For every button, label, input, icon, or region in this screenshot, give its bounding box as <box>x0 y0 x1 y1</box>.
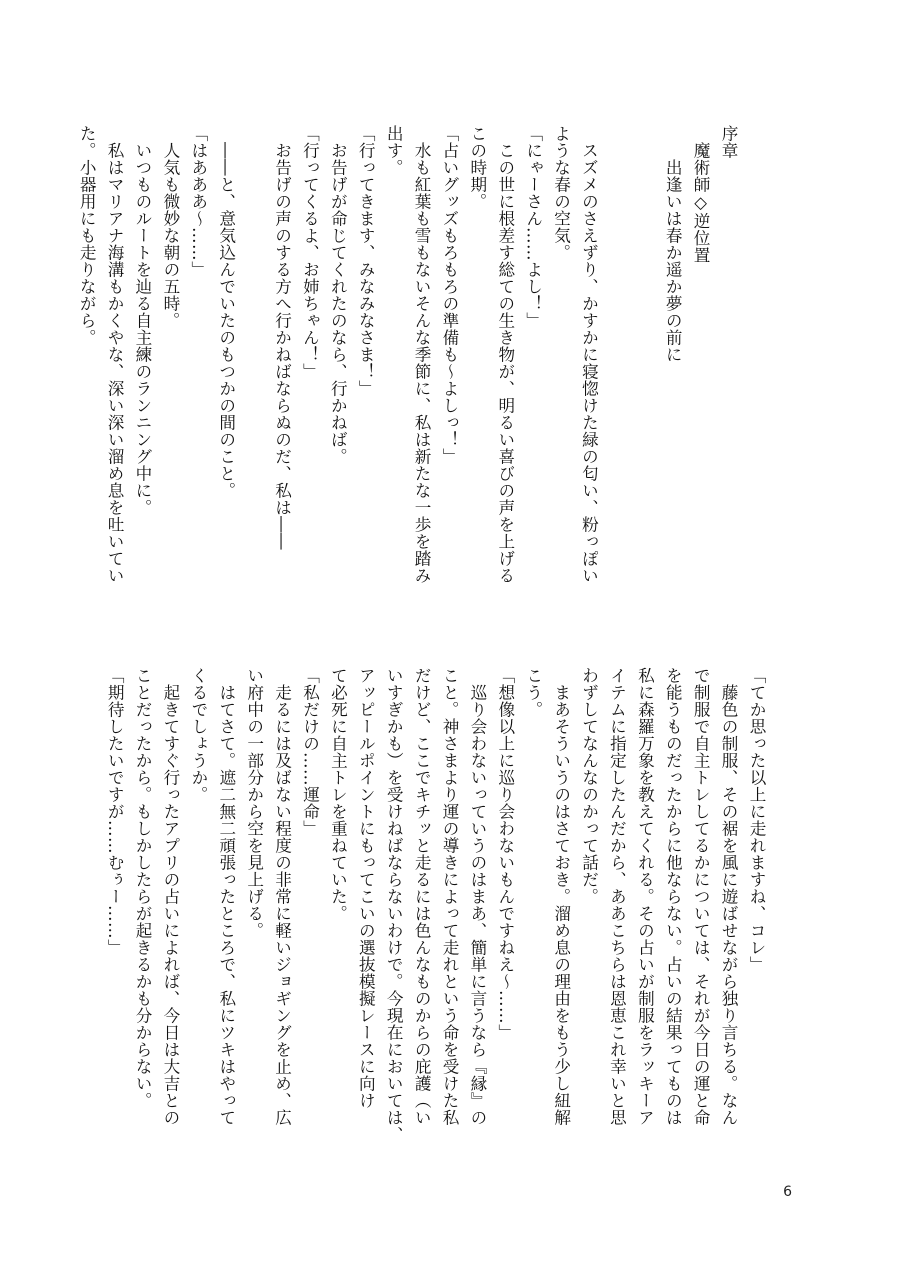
text-line: くるでしょうか。 <box>188 667 208 803</box>
text-line <box>240 125 268 625</box>
text-line: で制服で自主トレしてるかについては、それが今日の運と命 <box>691 667 711 1126</box>
text-line: 巡り会わないっていうのはまあ、簡単に言うなら『縁』の <box>467 667 487 1126</box>
text-line: を能うものだったからに他ならない。占いの結果ってものは <box>663 667 683 1126</box>
text-line: 水も紅葉も雪もないそんな季節に、私は新たな一歩を踏み <box>412 125 432 584</box>
text-line: この時期。 <box>467 125 487 210</box>
text-line: 「にゃーさん……よし！」 <box>523 125 543 329</box>
text-line: 起きてすぐ行ったアプリの占いによれば、今日は大吉との <box>160 667 180 1126</box>
text-line: はてさて。遮二無二頑張ったところで、私にツキはやって <box>216 667 236 1126</box>
lower-text-block <box>100 667 770 1167</box>
text-line: 序章 <box>719 125 738 159</box>
text-line: ことだったから。もしかしたらが起きるかも分からない。 <box>133 667 153 1109</box>
text-line: い府中の一部分から空を見上げる。 <box>244 667 264 939</box>
text-line: ――と、意気込んでいたのもつかの間のこと。 <box>216 125 236 499</box>
text-line: 「想像以上に巡り会わないもんですねえ〜……」 <box>495 667 515 1041</box>
text-line: 魔術師◇逆位置 <box>691 125 711 264</box>
text-line: お告げの声のする方へ行かねばならぬのだ、私は―― <box>272 125 292 550</box>
text-line: 「てか思った以上に走れますね、コレ」 <box>747 667 766 973</box>
page-number: 6 <box>783 1184 792 1200</box>
text-line: いつものルートを辿る自主練のランニング中に。 <box>132 125 152 516</box>
text-line: こう。 <box>523 667 543 718</box>
text-line: スズメのさえずり、かすかに寝惚けた緑の匂い、粉っぽい <box>579 125 599 584</box>
text-line: 藤色の制服、その裾を風に遊ばせながら独り言ちる。なん <box>719 667 739 1126</box>
text-line: だけど、ここでキチッと走るには色んなものからの庇護（い <box>412 667 432 1126</box>
text-line: て必死に自主トレを重ねていた。 <box>328 667 348 922</box>
text-line: 人気も微妙な朝の五時。 <box>160 125 180 329</box>
text-line: 出逢いは春か遥か夢の前に <box>663 125 683 363</box>
text-line: 「占いグッズもろもろの準備も〜よしっ！」 <box>439 125 459 465</box>
text-line: 「はあああ〜……」 <box>188 125 208 278</box>
text-line: 私に森羅万象を教えてくれる。その占いが制服をラッキーア <box>635 667 655 1126</box>
text-line: イテムに指定したんだから、ああこちらは恩恵これ幸いと思 <box>607 667 627 1126</box>
text-line: 走るには及ばない程度の非常に軽いジョギングを止め、広 <box>272 667 292 1126</box>
upper-text-block <box>72 125 742 625</box>
text-line: 出す。 <box>384 125 404 176</box>
text-line <box>630 125 658 625</box>
text-line: この世に根差す総ての生き物が、明るい喜びの声を上げる <box>495 125 515 584</box>
text-line: わずしてなんなのかって話だ。 <box>579 667 599 905</box>
text-line: まあそういうのはさておき。溜め息の理由をもう少し紐解 <box>551 667 571 1126</box>
text-line: 「私だけの……運命」 <box>300 667 320 837</box>
text-line: いすぎかも）を受けねばならないわけで。今現在においては、 <box>384 667 404 1143</box>
text-line: た。小器用にも走りながら。 <box>77 125 97 346</box>
text-line: お告げが命じてくれたのなら、行かねば。 <box>328 125 348 465</box>
text-line: こと。神さまより運の導きによって走れという命を受けた私 <box>440 667 460 1126</box>
text-line: ような春の空気。 <box>551 125 571 261</box>
text-line: 「行ってきます、みなみなさま！」 <box>356 125 376 397</box>
text-line: 「行ってくるよ、お姉ちゃん！」 <box>300 125 320 380</box>
text-line: 「期待したいですが……むぅー……」 <box>105 667 125 956</box>
text-line: 私はマリアナ海溝もかくやな、深い深い溜め息を吐いてい <box>105 125 125 584</box>
text-line: アッピールポイントにもってこいの選抜模擬レースに向け <box>356 667 376 1109</box>
text-line <box>602 125 630 625</box>
